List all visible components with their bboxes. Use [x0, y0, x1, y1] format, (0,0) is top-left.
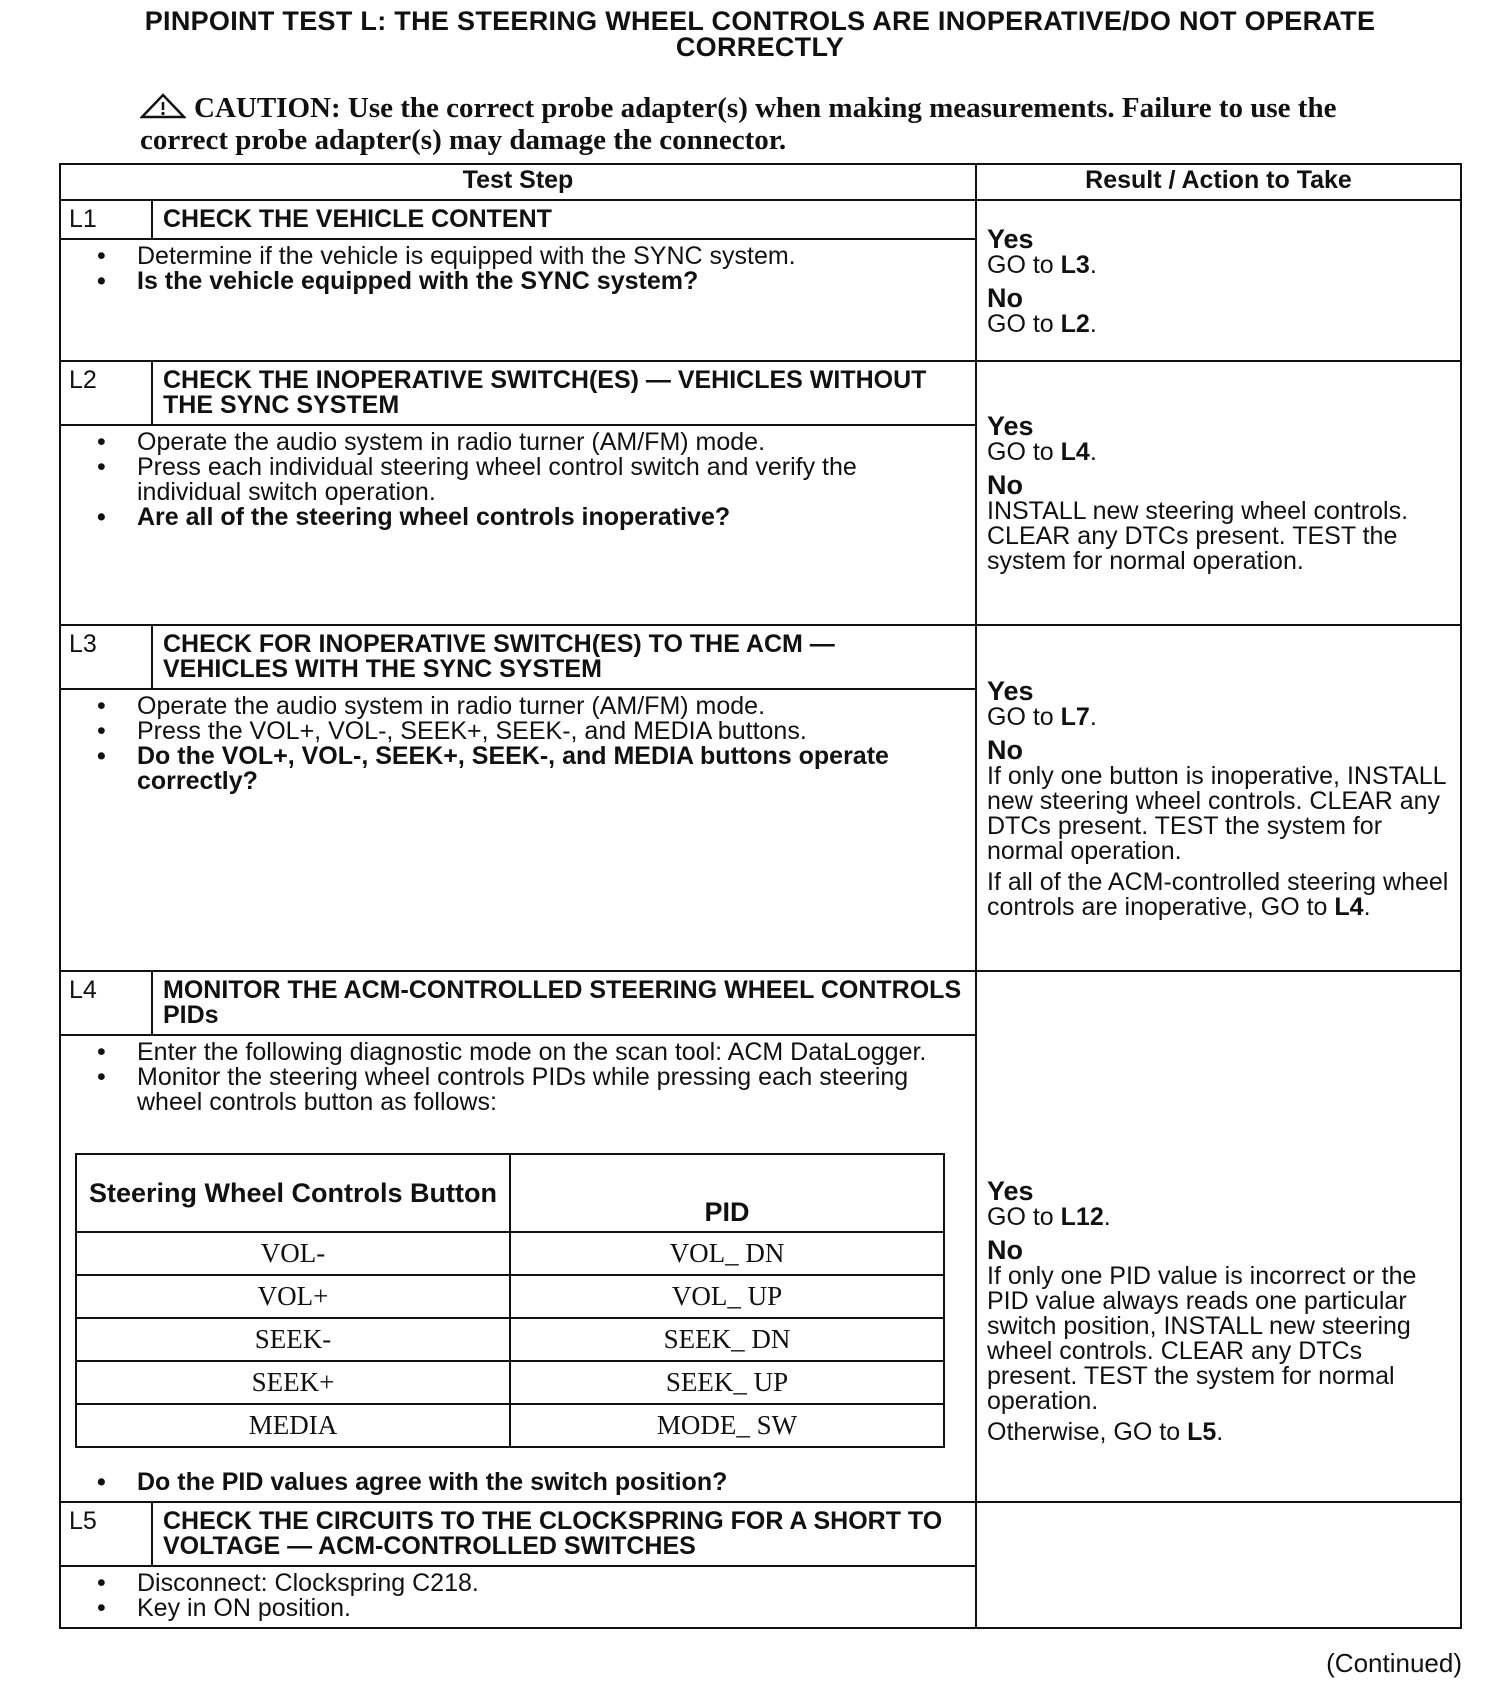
table-row: [76, 1318, 944, 1361]
yes-ref: L4: [1060, 438, 1090, 466]
no-label: No: [987, 1234, 1023, 1265]
step-l2-title-row: [60, 361, 1461, 425]
pid-button-cell: VOL+: [76, 1275, 510, 1318]
caution-text: Use the correct probe adapter(s) when making measurements. Failure to use the correct probe adapter(s) may damage the connector.: [140, 92, 1337, 156]
pid-button-cell: MEDIA: [76, 1404, 510, 1447]
no-action-2: If all of the ACM-controlled steering wheel controls are inoperative, GO to: [987, 867, 1449, 921]
no-action: INSTALL new steering wheel controls. CLEAR any DTCs present. TEST the system for normal operation.: [987, 497, 1409, 575]
step-bullet: • Enter the following diagnostic mode on the scan tool: ACM DataLogger.: [97, 1040, 965, 1065]
pid-header-pid: PID: [510, 1154, 944, 1232]
go-to-text: GO to: [987, 438, 1054, 466]
pinpoint-test-table: [59, 163, 1462, 1629]
no-action: If only one PID value is incorrect or the PID value always reads one particular switch position, INSTALL new steering wheel controls. CLEAR any DTCs present. TEST the system for normal operation.: [987, 1261, 1417, 1415]
step-bullet: • Key in ON position.: [97, 1596, 965, 1621]
no-ref-2: L4: [1334, 892, 1364, 921]
yes-ref: L7: [1060, 702, 1090, 731]
step-bullet: • Press the VOL+, VOL-, SEEK+, SEEK-, and MEDIA buttons.: [97, 719, 965, 744]
step-id: L1: [60, 200, 152, 239]
step-l5-body: [60, 1566, 976, 1628]
warning-triangle-icon: [140, 93, 186, 119]
step-l2-result: Yes GO to L4. No INSTALL new steering wheel controls. CLEAR any DTCs present. TEST the system for normal operation.: [976, 361, 1461, 625]
pid-value-cell: VOL_ DN: [510, 1232, 944, 1275]
step-title: CHECK THE VEHICLE CONTENT: [152, 200, 976, 239]
step-l4-result: Yes GO to L12. No If only one PID value is incorrect or the PID value always reads one particular switch position, INSTALL new steering wheel controls. CLEAR any DTCs present. TEST the system for normal operation. Otherwise, GO to L5.: [976, 971, 1461, 1502]
caution-note: [140, 92, 1360, 156]
table-row: [76, 1404, 944, 1447]
step-bullet: • Operate the audio system in radio turner (AM/FM) mode.: [97, 694, 965, 719]
page-title: PINPOINT TEST L: THE STEERING WHEEL CONTROLS ARE INOPERATIVE/DO NOT OPERATE CORRECTLY: [144, 6, 1376, 62]
yes-label: Yes: [987, 411, 1034, 441]
no-label: No: [987, 470, 1023, 500]
step-question: • Do the PID values agree with the switch position?: [97, 1470, 965, 1495]
step-title: CHECK THE CIRCUITS TO THE CLOCKSPRING FOR A SHORT TO VOLTAGE — ACM-CONTROLLED SWITCHES: [152, 1502, 976, 1566]
table-row: [76, 1232, 944, 1275]
go-to-text: GO to: [987, 1202, 1054, 1231]
step-bullet: • Monitor the steering wheel controls PIDs while pressing each steering wheel controls button as follows:: [97, 1065, 965, 1115]
step-question: • Is the vehicle equipped with the SYNC system?: [97, 269, 965, 294]
table-row: [76, 1361, 944, 1404]
step-id: L4: [60, 971, 152, 1035]
go-to-text: GO to: [987, 309, 1054, 338]
yes-label: Yes: [987, 675, 1034, 706]
step-id: L3: [60, 625, 152, 689]
step-l1-body: [60, 239, 976, 361]
step-l3-result: Yes GO to L7. No If only one button is inoperative, INSTALL new steering wheel controls. CLEAR any DTCs present. TEST the system for normal operation. If all of the ACM-controlled steering wheel controls are inoperative, GO to L4.: [976, 625, 1461, 971]
table-row: [76, 1275, 944, 1318]
header-result: Result / Action to Take: [976, 164, 1461, 200]
yes-ref: L3: [1060, 250, 1090, 279]
pid-button-cell: VOL-: [76, 1232, 510, 1275]
step-title: CHECK THE INOPERATIVE SWITCH(ES) — VEHICLES WITHOUT THE SYNC SYSTEM: [152, 361, 976, 425]
step-question: • Are all of the steering wheel controls inoperative?: [97, 505, 965, 530]
pid-value-cell: SEEK_ DN: [510, 1318, 944, 1361]
step-bullet: • Disconnect: Clockspring C218.: [97, 1571, 965, 1596]
otherwise-ref: L5: [1187, 1417, 1217, 1446]
pid-value-cell: VOL_ UP: [510, 1275, 944, 1318]
pid-value-cell: SEEK_ UP: [510, 1361, 944, 1404]
step-l1-result: Yes GO to L3. No GO to L2.: [976, 200, 1461, 361]
header-test-step: Test Step: [60, 164, 976, 200]
pid-button-cell: SEEK-: [76, 1318, 510, 1361]
pid-button-cell: SEEK+: [76, 1361, 510, 1404]
step-l2-body: [60, 425, 976, 625]
pid-value-cell: MODE_ SW: [510, 1404, 944, 1447]
step-title: MONITOR THE ACM-CONTROLLED STEERING WHEEL CONTROLS PIDs: [152, 971, 976, 1035]
no-action: If only one button is inoperative, INSTALL new steering wheel controls. CLEAR any DTCs present. TEST the system for normal operation.: [987, 761, 1446, 865]
step-l5-title-row: [60, 1502, 1461, 1566]
step-id: L5: [60, 1502, 152, 1566]
yes-label: Yes: [987, 223, 1034, 254]
go-to-text: GO to: [987, 250, 1054, 279]
yes-label: Yes: [987, 1175, 1034, 1206]
otherwise-text: Otherwise, GO to: [987, 1417, 1181, 1446]
step-question: • Do the VOL+, VOL-, SEEK+, SEEK-, and MEDIA buttons operate correctly?: [97, 744, 965, 794]
step-bullet: • Press each individual steering wheel control switch and verify the individual switch operation.: [97, 455, 965, 505]
go-to-text: GO to: [987, 702, 1054, 731]
step-bullet: • Determine if the vehicle is equipped with the SYNC system.: [97, 244, 965, 269]
no-label: No: [987, 282, 1023, 313]
step-bullet: • Operate the audio system in radio turner (AM/FM) mode.: [97, 430, 965, 455]
continued-label: (Continued): [1326, 1648, 1462, 1678]
no-label: No: [987, 734, 1023, 765]
step-l3-body: [60, 689, 976, 971]
pid-header-button: Steering Wheel Controls Button: [76, 1154, 510, 1232]
step-l4-body: [60, 1035, 976, 1502]
yes-ref: L12: [1060, 1202, 1104, 1231]
step-l5-result: [976, 1502, 1461, 1628]
step-l4-title-row: [60, 971, 1461, 1035]
step-l1-title-row: [60, 200, 1461, 239]
step-l3-title-row: [60, 625, 1461, 689]
caution-label: CAUTION:: [194, 92, 341, 124]
table-header-row: [60, 164, 1461, 200]
pid-table: [75, 1153, 945, 1448]
step-id: L2: [60, 361, 152, 425]
pid-table-header: [76, 1154, 944, 1232]
step-title: CHECK FOR INOPERATIVE SWITCH(ES) TO THE ACM — VEHICLES WITH THE SYNC SYSTEM: [152, 625, 976, 689]
no-ref: L2: [1060, 309, 1090, 338]
